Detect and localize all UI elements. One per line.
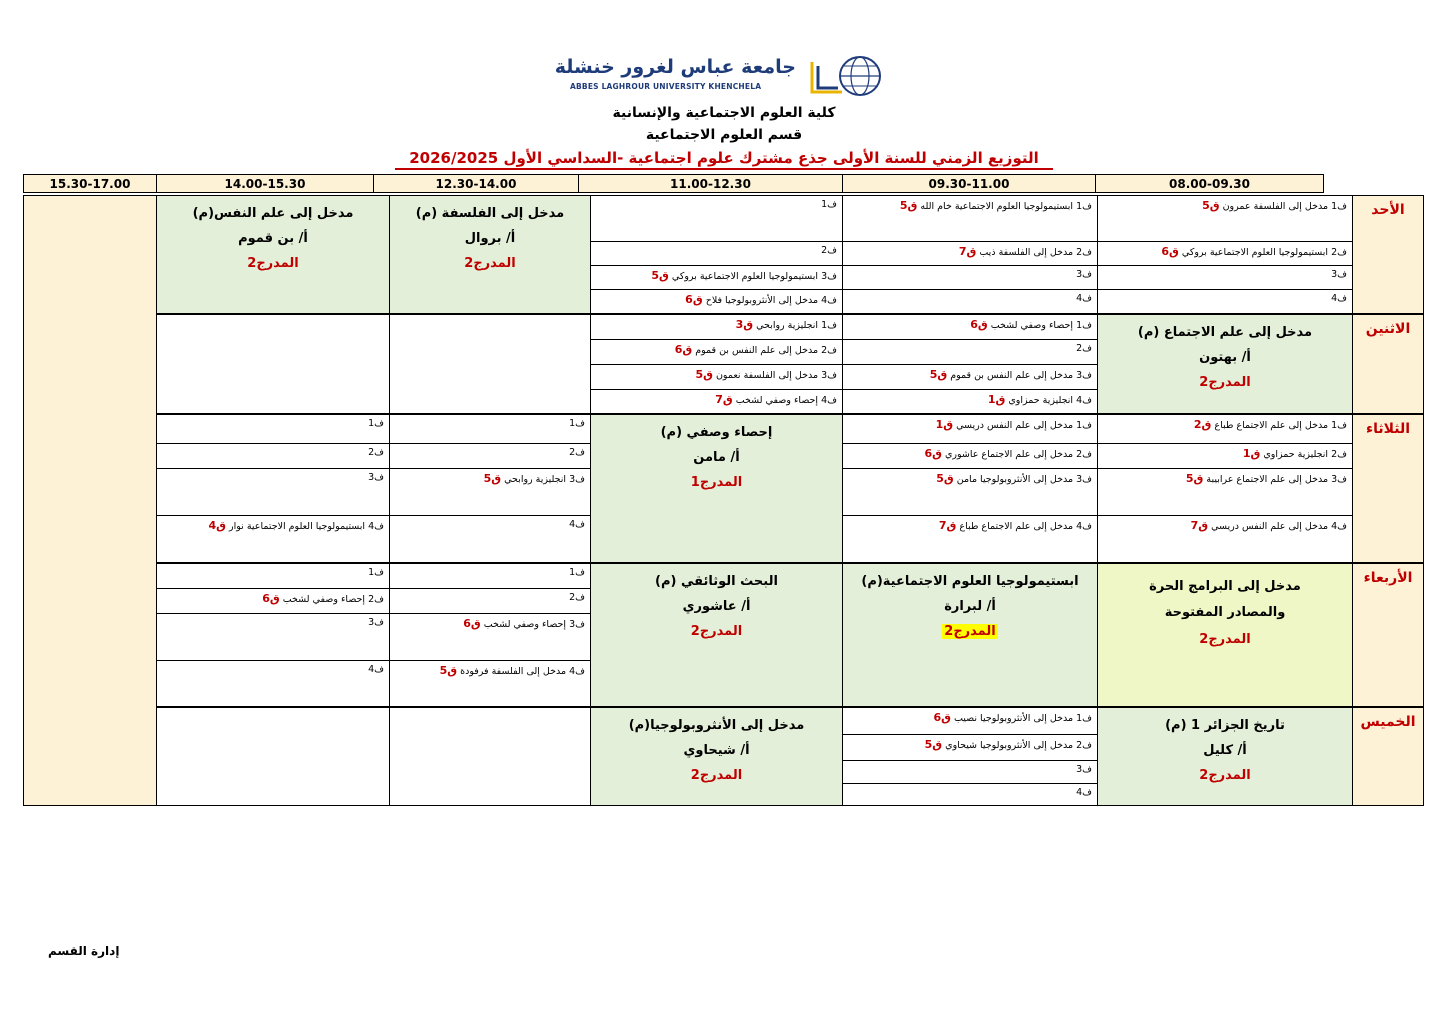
university-logo	[554, 54, 882, 98]
thursday-lecture-history	[1097, 707, 1353, 806]
tuesday-slot5	[156, 414, 390, 563]
group-row: ف1 إحصاء وصفي لشخب ق6	[843, 315, 1097, 340]
time-slot-5: 14.00-15.30	[156, 174, 374, 193]
monday-slot3	[590, 314, 843, 414]
monday-lecture-sociology	[1097, 314, 1353, 414]
group-row: ف2 مدخل إلى الفلسفة ذيب ق7	[843, 242, 1097, 266]
room: المدرج2	[1199, 632, 1251, 647]
course-title: مدخل إلى علم النفس(م)	[192, 206, 354, 221]
group-row: ف4	[1331, 293, 1347, 304]
room-code: ق5	[695, 368, 713, 381]
group-row: ف2 انجليزية حمزاوي ق1	[1098, 444, 1352, 469]
group-row: ف1	[591, 196, 842, 242]
group-row: ف4	[368, 664, 384, 675]
group-row: ف2	[390, 589, 590, 614]
sunday-lecture-philosophy	[389, 195, 591, 314]
room-code: ق5	[929, 368, 948, 381]
room-code: ق6	[685, 293, 703, 306]
group-row: ف3	[157, 469, 389, 516]
tuesday-lecture-statistics	[590, 414, 843, 563]
sunday-slot3	[590, 195, 843, 314]
group-row: ف1 مدخل إلى علم الاجتماع طباع ق2	[1098, 415, 1352, 444]
room-code: ق3	[735, 318, 754, 331]
course-title: مدخل إلى البرامج الحرة والمصادر المفتوحة	[1149, 579, 1301, 620]
time-slot-6: 15.30-17.00	[23, 174, 157, 193]
group-row: ف4	[1076, 787, 1092, 798]
wednesday-slot5	[156, 563, 390, 707]
group-row: ف1	[157, 415, 389, 444]
professor: أ/ عاشوري	[682, 599, 751, 614]
room-code: ق1	[1242, 447, 1261, 460]
time-slot-1: 08.00-09.30	[1095, 174, 1324, 193]
room: المدرج2	[247, 256, 299, 271]
course-title: ابستيمولوجيا العلوم الاجتماعية(م)	[861, 574, 1079, 589]
group-row: ف2 ابستيمولوجيا العلوم الاجتماعية بروكي ق6	[1098, 242, 1352, 266]
group-row: ف3 إحصاء وصفي لشخب ق6	[390, 614, 590, 661]
course-title: مدخل إلى علم الاجتماع (م)	[1137, 325, 1313, 340]
room-code: ق5	[439, 664, 458, 677]
group-row: ف2	[390, 444, 590, 469]
room-code: ق7	[715, 393, 733, 406]
room-code: ق5	[1202, 199, 1220, 212]
sunday-slot2	[842, 195, 1098, 314]
group-row: ف2	[157, 444, 389, 469]
department-name: قسم العلوم الاجتماعية	[645, 127, 803, 143]
group-row: ف1	[157, 564, 389, 589]
course-title: مدخل إلى الأنثروبولوجيا(م)	[628, 718, 805, 733]
tuesday-slot4	[389, 414, 591, 563]
sunday-slot1	[1097, 195, 1353, 314]
room-code: ق4	[208, 519, 227, 532]
wednesday-lecture-documentary	[590, 563, 843, 707]
room-code: ق6	[970, 318, 988, 331]
course-title: البحث الوثائقي (م)	[655, 574, 778, 589]
wednesday-lecture-epistemology	[842, 563, 1098, 707]
room-code: ق7	[1190, 519, 1209, 532]
room-code: ق6	[262, 592, 280, 605]
monday-slot2	[842, 314, 1098, 414]
group-row: ف3	[1098, 266, 1352, 290]
room: المدرج2	[690, 624, 743, 639]
thursday-slot2	[842, 707, 1098, 806]
group-row: ف4	[1076, 293, 1092, 304]
time-slot-4: 12.30-14.00	[373, 174, 579, 193]
room-code: ق5	[899, 199, 918, 212]
group-row: ف3	[843, 761, 1097, 784]
group-row: ف3	[843, 266, 1097, 290]
group-row: ف4 ابستيمولوجيا العلوم الاجتماعية نوار ق4	[208, 519, 384, 532]
professor: أ/ لبرارة	[944, 599, 996, 614]
room-code: ق7	[938, 519, 957, 532]
room-code: ق1	[987, 393, 1006, 406]
group-row: ف2	[591, 242, 842, 266]
course-title: تاريخ الجزائر 1 (م)	[1165, 718, 1285, 733]
room-code: ق6	[1161, 245, 1179, 258]
group-row: ف1 مدخل إلى علم النفس دريسي ق1	[843, 415, 1097, 444]
day-sunday: الأحد	[1352, 195, 1424, 314]
room-code: ق6	[924, 447, 942, 460]
globe-book-icon	[802, 54, 882, 98]
room-code: ق7	[958, 245, 977, 258]
room-code: ق5	[651, 269, 669, 282]
group-row: ف1 انجليزية روابحي ق3	[591, 315, 842, 340]
group-row: ف3 مدخل إلى الفلسفة نعمون ق5	[591, 365, 842, 390]
group-row: ف3 مدخل إلى علم النفس بن قموم ق5	[843, 365, 1097, 390]
thursday-empty-slot4	[389, 707, 591, 806]
logo-name-ar: جامعة عباس لغرور خنشلة	[554, 56, 796, 78]
group-row: ف1	[390, 415, 590, 444]
professor: أ/ بروال	[464, 231, 516, 246]
room: المدرج1	[690, 475, 743, 490]
group-row: ف4 مدخل إلى علم الاجتماع طباع ق7	[938, 519, 1092, 532]
group-row: ف3 انجليزية روابحي ق5	[390, 469, 590, 516]
room-code: ق5	[936, 472, 954, 485]
room-code: ق1	[935, 418, 954, 431]
professor: أ/ بن قموم	[238, 231, 308, 246]
room-code: ق6	[463, 617, 481, 630]
room-code: ق6	[933, 711, 951, 724]
group-row: ف1 مدخل إلى الأنثروبولوجيا نصيب ق6	[843, 708, 1097, 735]
day-tuesday: الثلاثاء	[1352, 414, 1424, 563]
group-row: ف2	[843, 340, 1097, 365]
time-slot-3: 11.00-12.30	[578, 174, 843, 193]
group-row: ف3 مدخل إلى الأنثروبولوجيا مامن ق5	[843, 469, 1097, 516]
empty-late-column	[23, 195, 157, 806]
room: المدرج2	[944, 624, 996, 639]
wednesday-lecture-opensource	[1097, 563, 1353, 707]
room-code: ق5	[924, 738, 943, 751]
logo-name-en: ABBES LAGHROUR UNIVERSITY KHENCHELA	[570, 82, 762, 91]
professor: أ/ مامن	[693, 450, 740, 465]
wednesday-slot4	[389, 563, 591, 707]
group-row: ف4	[569, 519, 585, 530]
group-row: ف3	[157, 614, 389, 661]
group-row: ف2 إحصاء وصفي لشخب ق6	[157, 589, 389, 614]
group-row: ف2 مدخل إلى علم الاجتماع عاشوري ق6	[843, 444, 1097, 469]
room: المدرج2	[1199, 768, 1251, 783]
course-title: إحصاء وصفي (م)	[660, 425, 773, 440]
monday-empty-slot4	[389, 314, 591, 414]
course-title: مدخل إلى الفلسفة (م)	[415, 206, 565, 221]
tuesday-slot2	[842, 414, 1098, 563]
room-code: ق6	[674, 343, 693, 356]
room: المدرج2	[464, 256, 516, 271]
group-row: ف4 مدخل إلى الفلسفة فرفودة ق5	[439, 664, 585, 677]
time-slot-2: 09.30-11.00	[842, 174, 1096, 193]
thursday-lecture-anthropology	[590, 707, 843, 806]
schedule-title: التوزيع الزمني للسنة الأولى جذع مشترك علوم اجتماعية -السداسي الأول 2026/2025	[0, 149, 1448, 167]
thursday-empty-slot5	[156, 707, 390, 806]
group-row: ف4 إحصاء وصفي لشخب ق7	[715, 393, 837, 406]
sunday-lecture-psychology	[156, 195, 390, 314]
day-wednesday: الأربعاء	[1352, 563, 1424, 707]
group-row: ف4 مدخل إلى علم النفس دريسي ق7	[1190, 519, 1347, 532]
room-code: ق2	[1193, 418, 1212, 431]
day-thursday: الخميس	[1352, 707, 1424, 806]
room: المدرج2	[690, 768, 743, 783]
department-administration: إدارة القسم	[48, 944, 120, 958]
group-row: ف1	[390, 564, 590, 589]
faculty-name: كلية العلوم الاجتماعية والإنسانية	[612, 105, 836, 121]
group-row: ف3 ابستيمولوجيا العلوم الاجتماعية بروكي ق5	[591, 266, 842, 290]
professor: أ/ بهتون	[1199, 350, 1251, 365]
professor: أ/ كليل	[1203, 743, 1247, 758]
room-code: ق5	[1185, 472, 1204, 485]
tuesday-slot1	[1097, 414, 1353, 563]
day-monday: الاثنين	[1352, 314, 1424, 414]
group-row: ف4 انجليزية حمزاوي ق1	[987, 393, 1092, 406]
group-row: ف2 مدخل إلى الأنثروبولوجيا شيحاوي ق5	[843, 735, 1097, 761]
room-code: ق5	[483, 472, 502, 485]
group-row: ف2 مدخل إلى علم النفس بن قموم ق6	[591, 340, 842, 365]
group-row: ف4 مدخل إلى الأنثروبولوجيا فلاح ق6	[685, 293, 837, 306]
room: المدرج2	[1199, 375, 1251, 390]
group-row: ف1 مدخل إلى الفلسفة عمرون ق5	[1098, 196, 1352, 242]
group-row: ف1 ابستيمولوجيا العلوم الاجتماعية خام الله ق5	[843, 196, 1097, 242]
monday-empty-slot5	[156, 314, 390, 414]
professor: أ/ شيحاوي	[683, 743, 750, 758]
group-row: ف3 مدخل إلى علم الاجتماع عرابيبة ق5	[1098, 469, 1352, 516]
